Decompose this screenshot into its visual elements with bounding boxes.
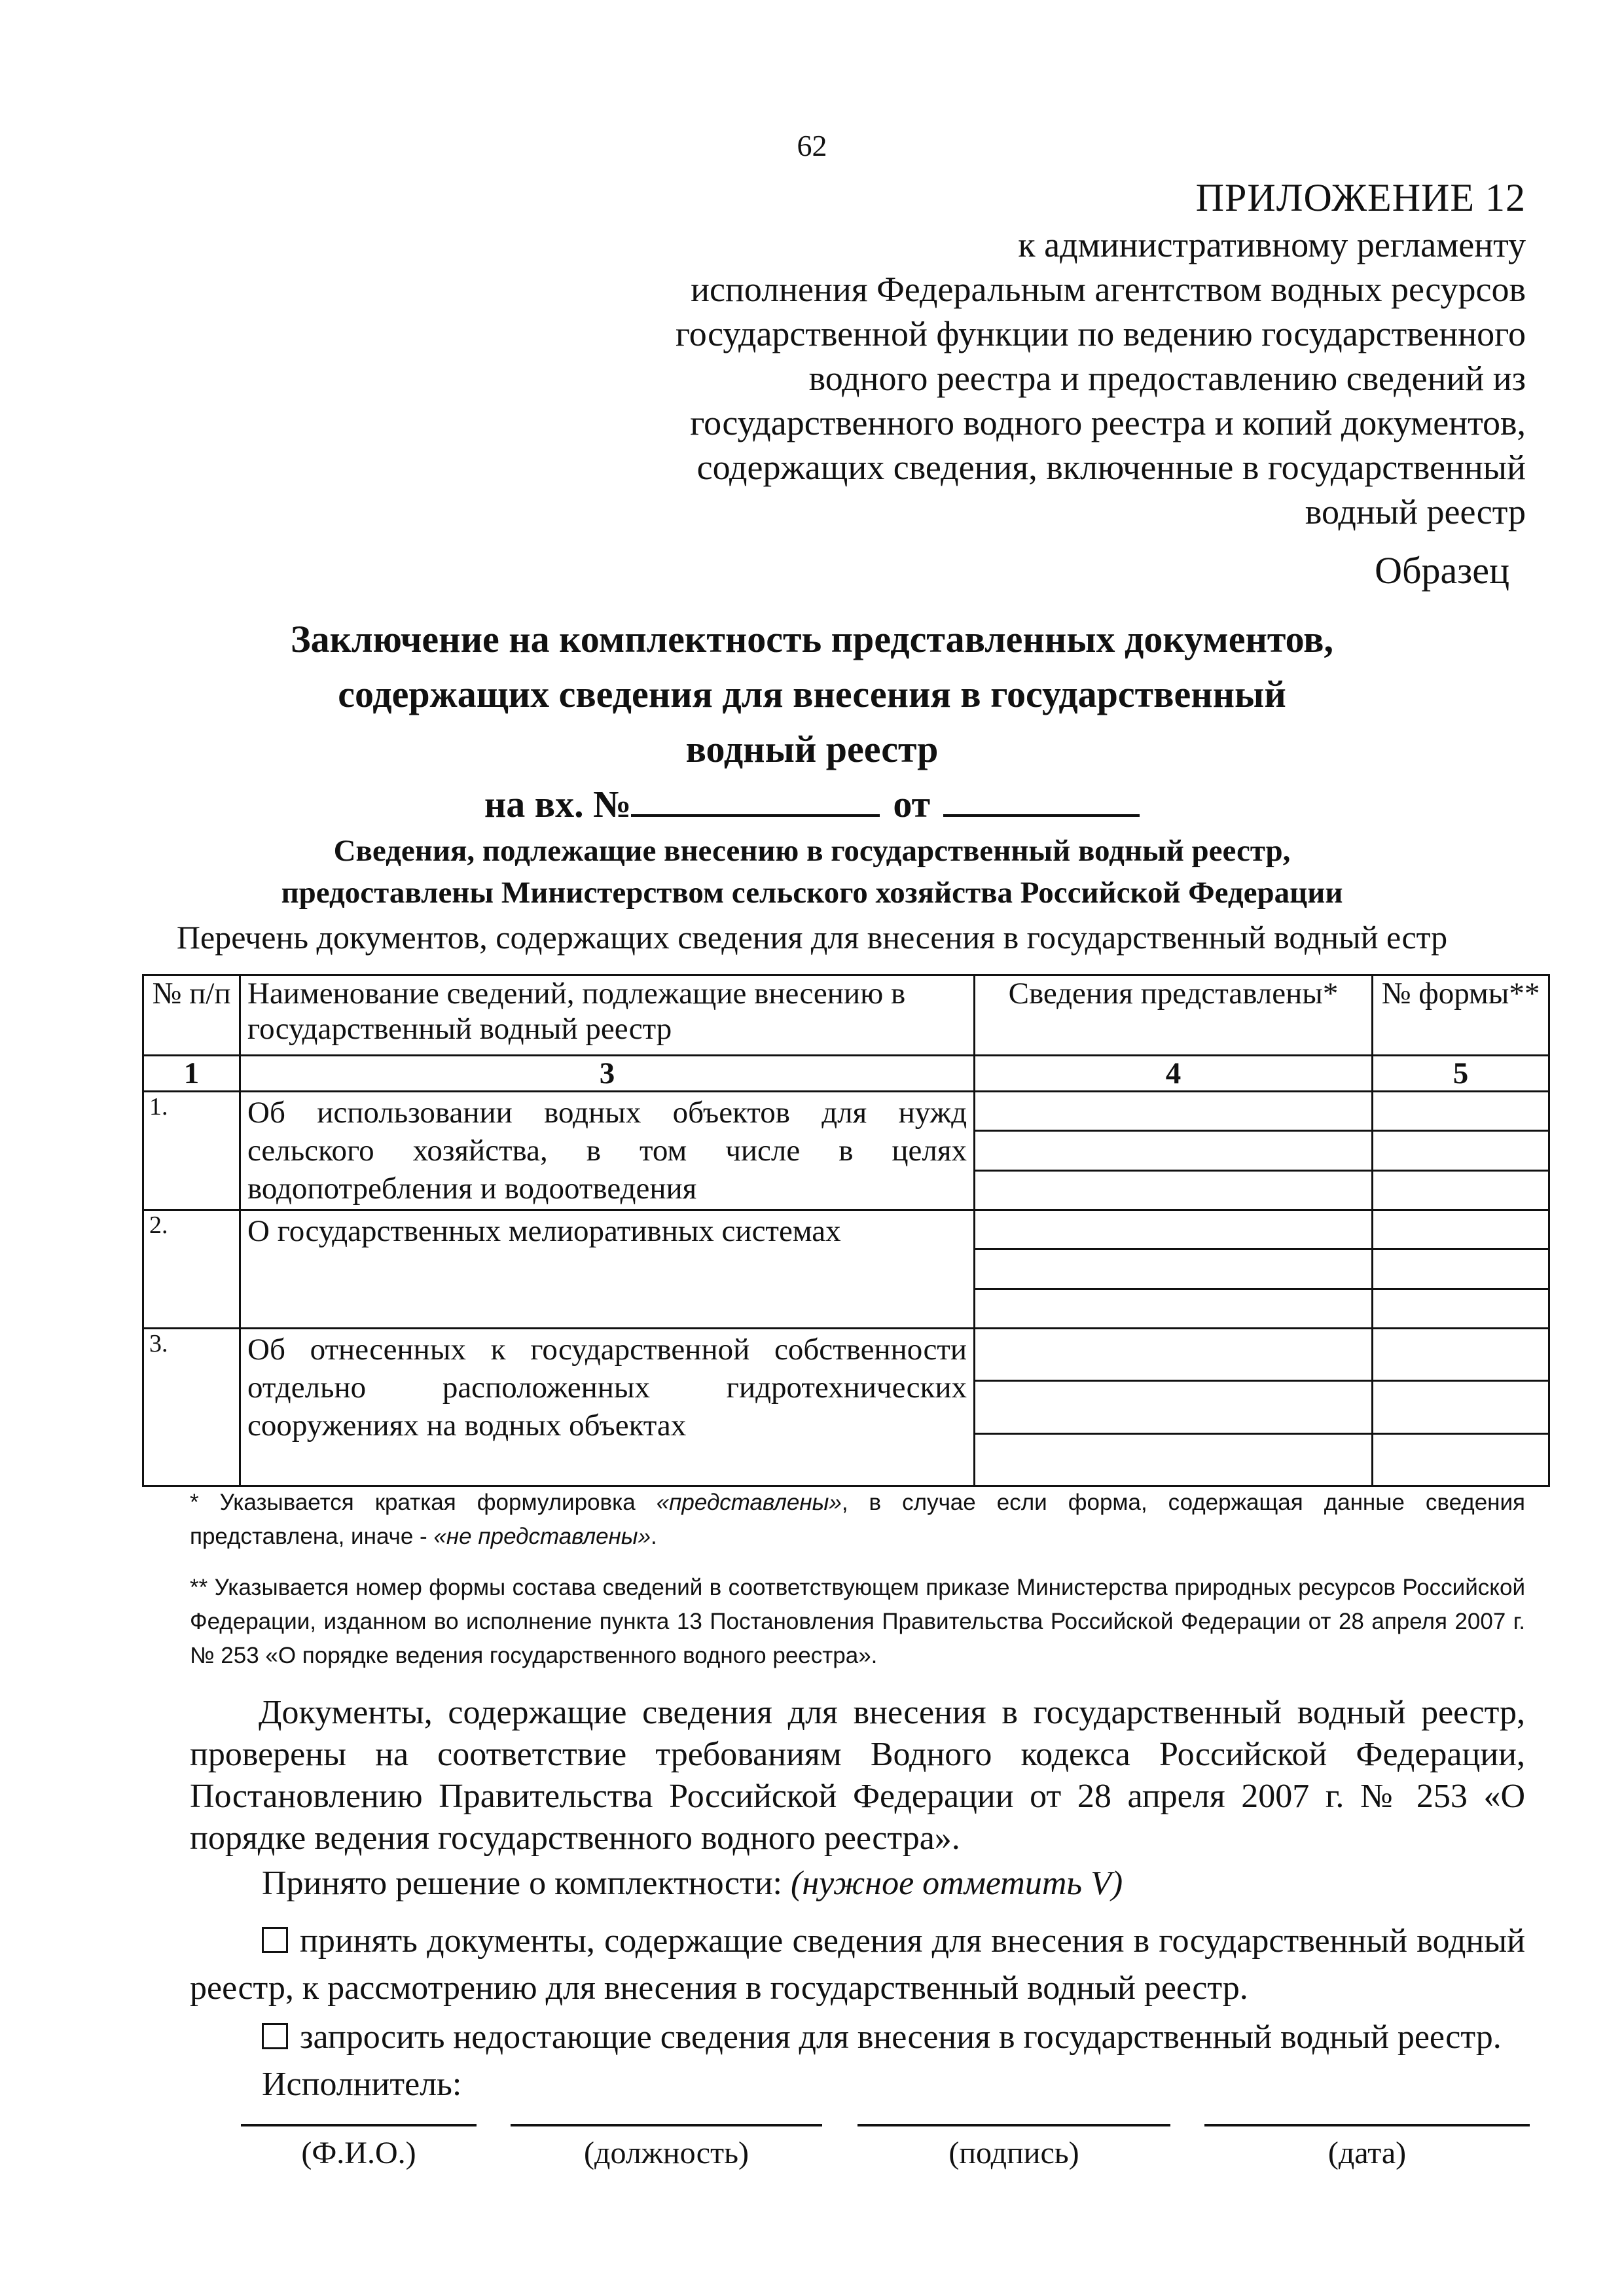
form-cell[interactable]	[1373, 1329, 1549, 1486]
form-cell[interactable]	[1373, 1210, 1549, 1329]
incoming-number-blank[interactable]	[631, 781, 880, 817]
table-row	[143, 1329, 1549, 1486]
column-numbers-row	[143, 1056, 1549, 1092]
subtitle	[0, 830, 1624, 914]
title-line: Заключение на комплектность представленных документов,	[291, 618, 1333, 660]
column-number: 5	[1373, 1056, 1549, 1092]
row-text: Об отнесенных к государственной собственности отдельно расположенных гидротехнических сооружениях на водных объектах	[240, 1329, 975, 1486]
signature-line[interactable]	[857, 2124, 1170, 2126]
footnote-1	[190, 1486, 1525, 1554]
header-form: № формы**	[1373, 975, 1549, 1056]
fio-label: (Ф.И.О.)	[301, 2136, 416, 2170]
table-row	[143, 1210, 1549, 1329]
form-cell[interactable]	[1373, 1092, 1549, 1210]
table-header-row	[143, 975, 1549, 1056]
date-label: (дата)	[1327, 2136, 1407, 2170]
page-number: 62	[797, 129, 827, 162]
row-number: 1.	[143, 1092, 240, 1210]
incoming-prefix: на вх. №	[484, 783, 632, 825]
footnote-2: ** Указывается номер формы состава сведений в соответствующем приказе Министерства природных ресурсов Российской Федерации, изданном во исполнение пункта 13 Постановления Правительства Российской Федерации от 28 апреля 2007 г. № 253 «О порядке ведения государственного водного реестра».	[190, 1575, 1525, 1668]
column-number: 3	[240, 1056, 975, 1092]
document-title	[0, 612, 1624, 832]
position-signature-line[interactable]	[511, 2124, 822, 2126]
appendix-line: водный реестр	[1305, 492, 1526, 531]
column-number: 1	[143, 1056, 240, 1092]
decision-hint: (нужное отметить V)	[791, 1865, 1123, 1902]
from-label: от	[893, 783, 931, 825]
appendix-line: государственной функции по ведению государственного	[675, 314, 1526, 353]
decision-line	[262, 1864, 1123, 1903]
position-label: (должность)	[584, 2136, 749, 2170]
footnote-italic: «не представлены»	[433, 1524, 651, 1549]
incoming-number-line	[0, 777, 1624, 832]
header-name: Наименование сведений, подлежащие внесению в государственный водный реестр	[240, 975, 975, 1056]
date-signature-line[interactable]	[1204, 2124, 1530, 2126]
presented-cell[interactable]	[975, 1329, 1373, 1486]
documents-table	[142, 974, 1550, 1487]
subtitle-line: предоставлены Министерством сельского хозяйства Российской Федерации	[281, 876, 1343, 910]
title-line: водный реестр	[685, 728, 939, 770]
decision-label: Принято решение о комплектности:	[262, 1865, 791, 1902]
title-line: содержащих сведения для внесения в государственный	[338, 673, 1286, 715]
row-text: О государственных мелиоративных системах	[240, 1210, 975, 1329]
footnote-text: , в случае если форма, содержащая данные сведения представлена, иначе -	[190, 1490, 1525, 1549]
row-number: 3.	[143, 1329, 240, 1486]
option-accept	[190, 1918, 1525, 2012]
signature-label: (подпись)	[948, 2136, 1079, 2170]
option-request	[262, 2018, 1502, 2056]
header-num: № п/п	[143, 975, 240, 1056]
option-request-text: запросить недостающие сведения для внесения в государственный водный реестр.	[300, 2018, 1502, 2056]
verification-paragraph: Документы, содержащие сведения для внесения в государственный водный реестр, проверены на соответствие требованиям Водного кодекса Российской Федерации, Постановлению Правительства Российской Федерации от 28 апреля 2007 г. № 253 «О порядке ведения государственного водного реестра».	[190, 1694, 1525, 1857]
option-accept-text: принять документы, содержащие сведения для внесения в государственный водный реестр, к рассмотрению для внесения в государственный водный реестр.	[190, 1922, 1525, 2007]
appendix-title: ПРИЛОЖЕНИЕ 12	[1195, 176, 1526, 219]
fio-signature-line[interactable]	[241, 2124, 477, 2126]
appendix-line: водного реестра и предоставлению сведений из	[808, 359, 1526, 398]
subtitle-line: Сведения, подлежащие внесению в государственный водный реестр,	[333, 834, 1291, 868]
footnote-italic: «представлены»	[656, 1490, 842, 1515]
appendix-line: исполнения Федеральным агентством водных ресурсов	[691, 270, 1526, 309]
row-number: 2.	[143, 1210, 240, 1329]
footnote-text: .	[651, 1524, 657, 1549]
request-checkbox[interactable]	[262, 2023, 288, 2049]
accept-checkbox[interactable]	[262, 1927, 288, 1953]
appendix-line: государственного водного реестра и копий документов,	[690, 403, 1526, 442]
presented-cell[interactable]	[975, 1210, 1373, 1329]
appendix-line: к административному регламенту	[1018, 225, 1526, 264]
list-title: Перечень документов, содержащих сведения для внесения в государственный водный естр	[176, 919, 1448, 956]
column-number: 4	[975, 1056, 1373, 1092]
table-row	[143, 1092, 1549, 1210]
header-presented: Сведения представлены*	[975, 975, 1373, 1056]
presented-cell[interactable]	[975, 1092, 1373, 1210]
sample-label: Образец	[1375, 549, 1509, 592]
date-blank[interactable]	[943, 781, 1140, 817]
row-text: Об использовании водных объектов для нужд сельского хозяйства, в том числе в целях водопотребления и водоотведения	[240, 1092, 975, 1210]
appendix-regulation	[511, 223, 1526, 534]
appendix-line: содержащих сведения, включенные в государственный	[696, 448, 1526, 487]
footnote-text: * Указывается краткая формулировка	[190, 1490, 657, 1515]
executor-label: Исполнитель:	[262, 2066, 462, 2103]
